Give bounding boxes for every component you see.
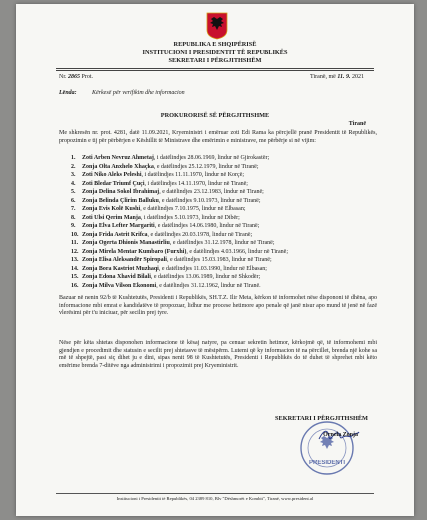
minister-number: 5. <box>71 189 76 195</box>
minister-name: Zoti Bledar Triumf Çuçi <box>82 180 145 187</box>
document-page <box>16 4 414 516</box>
minister-details: , i datëlindjes 14.11.1970, lindur në Tiranë; <box>144 180 248 187</box>
minister-list-item <box>71 188 288 197</box>
minister-name: Zonja Mirela Mentar Kumbaro (Furxhi) <box>82 248 187 255</box>
footer-divider <box>56 493 374 494</box>
minister-list-item <box>71 282 288 291</box>
footer-contact: Institucioni i Presidentit të Republikës, 04 2389 810, Blv "Dëshmorët e Kombit", Tiranë, www.president.al <box>116 496 314 501</box>
minister-list-item <box>71 248 288 257</box>
signatory-title: SEKRETARI I PËRGJITHSHËM <box>275 415 368 422</box>
minister-list-item <box>71 197 288 206</box>
minister-list-item <box>71 214 288 223</box>
minister-name: Zonja Edona Xhavid Bilali <box>82 274 151 280</box>
minister-list-item <box>71 239 288 248</box>
minister-details: , e datëlindjes 9.10.1973, lindur në Tiranë; <box>158 197 261 204</box>
minister-number: 13. <box>71 257 79 263</box>
minister-name: Zonja Elva Lefter Margariti <box>82 223 155 229</box>
minister-name: Zonja Belinda Çlirim Balluku <box>82 197 159 204</box>
date-year: 2021 <box>352 74 364 80</box>
header-divider <box>56 68 374 69</box>
recipient-city: Tiranë <box>348 121 366 127</box>
albania-emblem-icon <box>206 12 228 40</box>
subject-value: Kërkesë për verifikim dhe informacion <box>92 90 185 96</box>
protocol-label: Nr. <box>59 74 67 80</box>
minister-number: 3. <box>71 172 76 178</box>
recipient: PROKURORISË SË PËRGJITHSHME <box>160 112 270 119</box>
minister-number: 11. <box>71 240 79 246</box>
minister-number: 1. <box>71 155 76 161</box>
subject-label: Lënda: <box>59 90 77 96</box>
minister-number: 10. <box>71 231 79 238</box>
minister-number: 2. <box>71 163 76 170</box>
minister-details: , e datëlindjes 15.03.1983, lindur në Tiranë; <box>166 257 272 263</box>
stamp-text: PRESIDENTI <box>308 460 346 466</box>
minister-list-item <box>71 154 288 163</box>
minister-name: Zonja Delina Sokol Ibrahimaj <box>82 189 160 195</box>
details-paragraph: Nëse për këta shtetas disponohen informacione të kësaj natyre, pa cenuar sekretin hetimor, kërkojmë që, të informohemi mbi gjendjen e procedimit dhe statusin e secilit prej shtetasve të mësipërm. Lutemi që ky informacion të na përcillet, brenda një kohe sa më të shpejtë, pasi siç dihet ju e dini, sipas nenit 98 të Kushtetutës, Presidenti i Republikës do të duhet të shprehet mbi këto emërime brenda 7-ditëve nga administrimi i propozimit prej Kryeministrit. <box>59 340 377 369</box>
minister-list-item <box>71 171 288 180</box>
minister-details: , e datëlindjes 31.12.1978, lindur në Tiranë; <box>169 240 275 246</box>
minister-name: Zoti Ulsi Qerim Manja <box>82 214 141 221</box>
minister-details: , e datëlindjes 23.12.1983, lindur në Tiranë; <box>159 189 264 195</box>
minister-name: Zonja Evis Kolë Kushi <box>82 206 141 212</box>
letterhead-institution: INSTITUCIONI I PRESIDENTIT TË REPUBLIKËS <box>142 49 288 56</box>
minister-number: 6. <box>71 197 76 204</box>
minister-number: 8. <box>71 214 76 221</box>
minister-details: , e datëlindjes 31.12.1962, lindur në Tiranë. <box>156 282 261 289</box>
letterhead-office: SEKRETARI I PËRGJITHSHËM <box>168 57 262 64</box>
minister-list-item <box>71 273 288 282</box>
minister-number: 16. <box>71 282 79 289</box>
minister-details: , e datëlindjes 14.06.1980, lindur në Tiranë; <box>154 223 260 229</box>
minister-name: Zonja Milva Vilson Ekonomi <box>82 282 157 289</box>
minister-details: , i datëlindjes 28.06.1969, lindur në Gjirokastër; <box>153 155 270 161</box>
minister-details: , e datëlindjes 7.10.1975, lindur në Elbasan; <box>140 206 246 212</box>
document-date <box>310 74 364 80</box>
minister-name: Zonja Bora Kastriot Muzhaqi <box>82 265 159 272</box>
minister-name: Zoti Niko Aleks Peleshi <box>82 172 142 178</box>
minister-number: 15. <box>71 274 79 280</box>
minister-name: Zoti Arben Nevruz Ahmetaj <box>82 155 154 161</box>
protocol-suffix: Prot. <box>81 74 94 80</box>
minister-number: 14. <box>71 265 79 272</box>
minister-list-item <box>71 180 288 189</box>
minister-details: , e datëlindjes 13.06.1989, lindur në Shkodër; <box>150 274 261 280</box>
minister-number: 7. <box>71 206 76 212</box>
minister-details: , e datëlindjes 25.12.1979, lindur në Tiranë; <box>153 163 259 170</box>
minister-details: , i datëlindjes 11.11.1970, lindur në Korçë; <box>141 172 245 178</box>
date-value: 11. 9. <box>337 74 351 80</box>
protocol-number <box>59 74 93 80</box>
minister-name: Zonja Olta Anxhelo Xhaçka <box>82 163 154 170</box>
minister-name: Zonja Elisa Aleksandër Spiropali <box>82 257 167 263</box>
minister-name: Zonja Ogerta Dhionis Manastirliu <box>82 240 170 246</box>
letterhead <box>16 41 414 65</box>
minister-list-item <box>71 163 288 172</box>
intro-paragraph: Me shkresën nr. prot. 4281, datë 11.09.2021, Kryeministri i emëruar zoti Edi Rama ka përcjellë pranë Presidentit të Republikës, propozimin e tij për përbërjen e Këshillit të Ministrave dhe emërimin e ministrave, me përbërje si në vijim: <box>59 130 377 144</box>
minister-number: 12. <box>71 248 79 255</box>
minister-list-item <box>71 265 288 274</box>
subject-line <box>59 90 185 96</box>
minister-list-item <box>71 222 288 231</box>
minister-name: Zonja Frida Astrit Krifca <box>82 231 148 238</box>
protocol-value: 2865 <box>68 74 80 80</box>
minister-details: , e datëlindjes 11.03.1990, lindur në Elbasan; <box>158 265 267 272</box>
date-label: Tiranë, më <box>310 74 336 80</box>
minister-details: , e datëlindjes 20.03.1978, lindur në Tiranë; <box>147 231 253 238</box>
minister-list-item <box>71 231 288 240</box>
minister-number: 4. <box>71 180 76 187</box>
request-paragraph: Bazuar në nenin 92/b të Kushtetutës, Presidenti i Republikës, SH.T.Z. Ilir Meta, kërkon të informohet nëse dispononi të dhëna, apo informacione mbi emrat e kandidatëve të propozuar, lidhur me procese hetimore apo penale që janë nisur apo mund të jenë në fazë vlerësimi për t'u iniciuar, për secilin prej tyre. <box>59 295 377 317</box>
minister-list-item <box>71 256 288 265</box>
letterhead-republic: REPUBLIKA E SHQIPËRISË <box>173 41 257 48</box>
minister-list-item <box>71 205 288 214</box>
minister-number: 9. <box>71 223 76 229</box>
minister-details: , i datëlindjes 5.10.1973, lindur në Dibër; <box>140 214 240 221</box>
minister-details: , e datëlindjes 4.03.1966, lindur në Tiranë; <box>186 248 288 255</box>
minister-list <box>71 154 288 290</box>
signatory-name: Ornela Zonja <box>323 432 358 438</box>
header-divider-2 <box>56 70 374 71</box>
